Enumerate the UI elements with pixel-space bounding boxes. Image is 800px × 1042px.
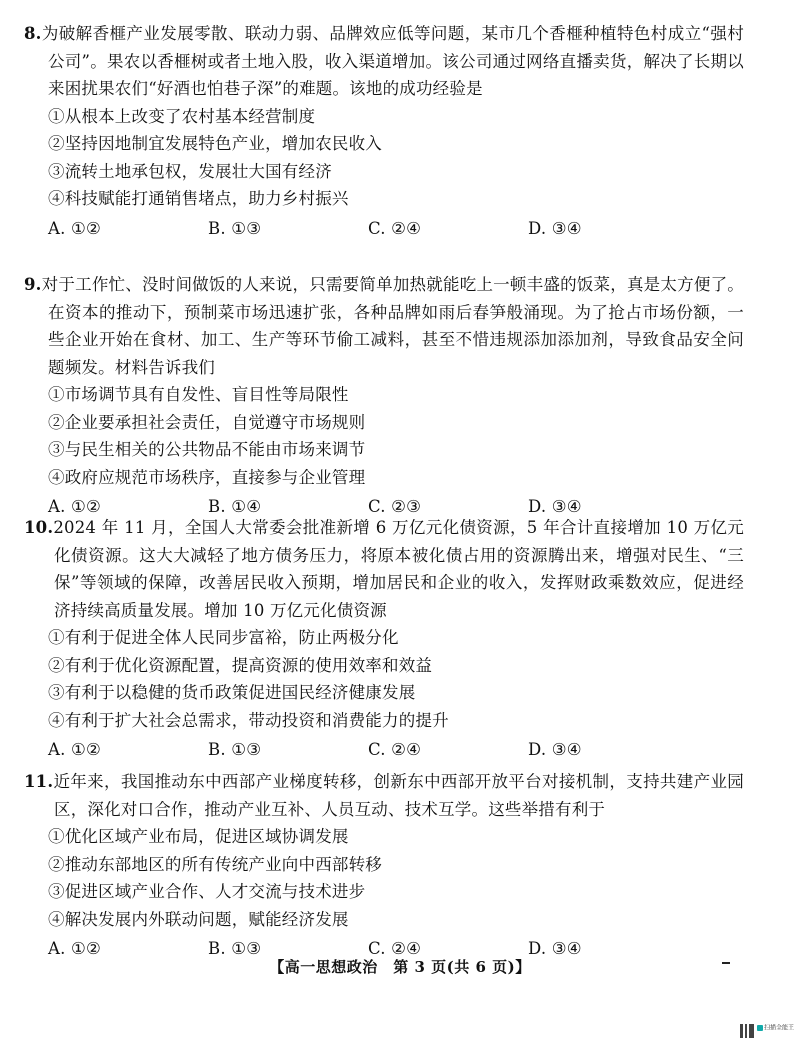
qr-code-icon [740, 1024, 754, 1038]
choice-a: A. ①② [48, 497, 101, 517]
question-8-choices [0, 215, 800, 243]
footer-dash [722, 962, 730, 964]
question-9-stem [0, 271, 800, 381]
question-10-option-1: ①有利于促进全体人民同步富裕，防止两极分化 [48, 628, 399, 647]
question-10-text: 2024 年 11 月，全国人大常委会批准新增 6 万亿元化债资源，5 年合计直接增加 10 万亿元化债资源。这大大减轻了地方债务压力，将原本被化债占用的资源腾出来，增强对民生、“三保”等领域的保障，改善居民收入预期，增加居民和企业的收入，发挥财政乘数效应，促进经济持续高质量发展。增加 10 万亿元化债资源 [53, 518, 744, 620]
question-10-option-4: ④有利于扩大社会总需求，带动投资和消费能力的提升 [48, 710, 449, 730]
question-9 [0, 271, 800, 521]
choice-a: A. ①② [48, 740, 101, 760]
choice-d: D. ③④ [528, 740, 582, 760]
question-8-option-2: ②坚持因地制宜发展特色产业，增加农民收入 [48, 134, 382, 153]
question-8-text: 为破解香榧产业发展零散、联动力弱、品牌效应低等问题，某市几个香榧种植特色村成立“强村公司”。果农以香榧树或者土地入股，收入渠道增加。该公司通过网络直播卖货，解决了长期以来困扰果农们“好酒也怕巷子深”的难题。该地的成功经验是 [41, 24, 744, 98]
question-8-number: 8. [24, 24, 42, 43]
choice-d: D. ③④ [528, 218, 582, 238]
question-8-option-3: ③流转土地承包权，发展壮大国有经济 [48, 161, 332, 181]
question-10-stem [0, 514, 800, 624]
scanner-logo-icon [757, 1025, 763, 1031]
question-8-option-1: ①从根本上改变了农村基本经营制度 [48, 106, 316, 126]
choice-c: C. ②④ [368, 939, 422, 959]
question-10 [0, 514, 800, 764]
scanner-watermark-text: 扫描全能王 [764, 1024, 795, 1032]
scanner-watermark [757, 1025, 797, 1037]
choice-d: D. ③④ [528, 497, 582, 517]
page-footer: 【高一思想政治 第 3 页(共 6 页)】 [269, 958, 531, 976]
question-9-text: 对于工作忙、没时间做饭的人来说，只需要简单加热就能吃上一顿丰盛的饭菜，真是太方便了。在资本的推动下，预制菜市场迅速扩张，各种品牌如雨后春笋般涌现。为了抢占市场份额，一些企业开始在食材、加工、生产等环节偷工减料，甚至不惜违规添加添加剂，导致食品安全问题频发。材料告诉我们 [41, 275, 744, 377]
question-11-option-4: ④解决发展内外联动问题，赋能经济发展 [48, 909, 349, 929]
choice-c: C. ②④ [368, 218, 422, 238]
question-11-stem [0, 768, 800, 823]
question-11-text: 近年来，我国推动东中西部产业梯度转移，创新东中西部开放平台对接机制，支持共建产业园区，深化对口合作，推动产业互补、人员互动、技术互学。这些举措有利于 [53, 772, 744, 819]
question-10-option-3: ③有利于以稳健的货币政策促进国民经济健康发展 [48, 683, 416, 702]
choice-b: B. ①③ [208, 218, 262, 238]
question-11-number: 11. [24, 772, 54, 791]
choice-b: B. ①③ [208, 939, 262, 959]
choice-c: C. ②③ [368, 497, 422, 517]
question-11 [0, 768, 800, 963]
question-8 [0, 20, 800, 242]
question-9-option-3: ③与民生相关的公共物品不能由市场来调节 [48, 440, 366, 459]
question-11-option-1: ①优化区域产业布局，促进区域协调发展 [48, 827, 349, 846]
choice-d: D. ③④ [528, 939, 582, 959]
question-9-number: 9. [24, 275, 42, 294]
question-9-option-4: ④政府应规范市场秩序，直接参与企业管理 [48, 467, 366, 487]
question-8-stem [0, 20, 800, 103]
choice-b: B. ①③ [208, 740, 262, 760]
question-11-option-2: ②推动东部地区的所有传统产业向中西部转移 [48, 854, 382, 874]
question-11-option-3: ③促进区域产业合作、人才交流与技术进步 [48, 882, 366, 901]
choice-b: B. ①④ [208, 497, 262, 517]
choice-c: C. ②④ [368, 740, 422, 760]
choice-a: A. ①② [48, 939, 101, 959]
question-10-choices [0, 736, 800, 764]
choice-a: A. ①② [48, 218, 101, 238]
question-9-option-2: ②企业要承担社会责任，自觉遵守市场规则 [48, 412, 366, 432]
question-10-option-2: ②有利于优化资源配置，提高资源的使用效率和效益 [48, 655, 433, 675]
question-8-option-4: ④科技赋能打通销售堵点，助力乡村振兴 [48, 189, 349, 208]
question-10-number: 10. [24, 518, 54, 537]
question-9-option-1: ①市场调节具有自发性、盲目性等局限性 [48, 385, 349, 404]
